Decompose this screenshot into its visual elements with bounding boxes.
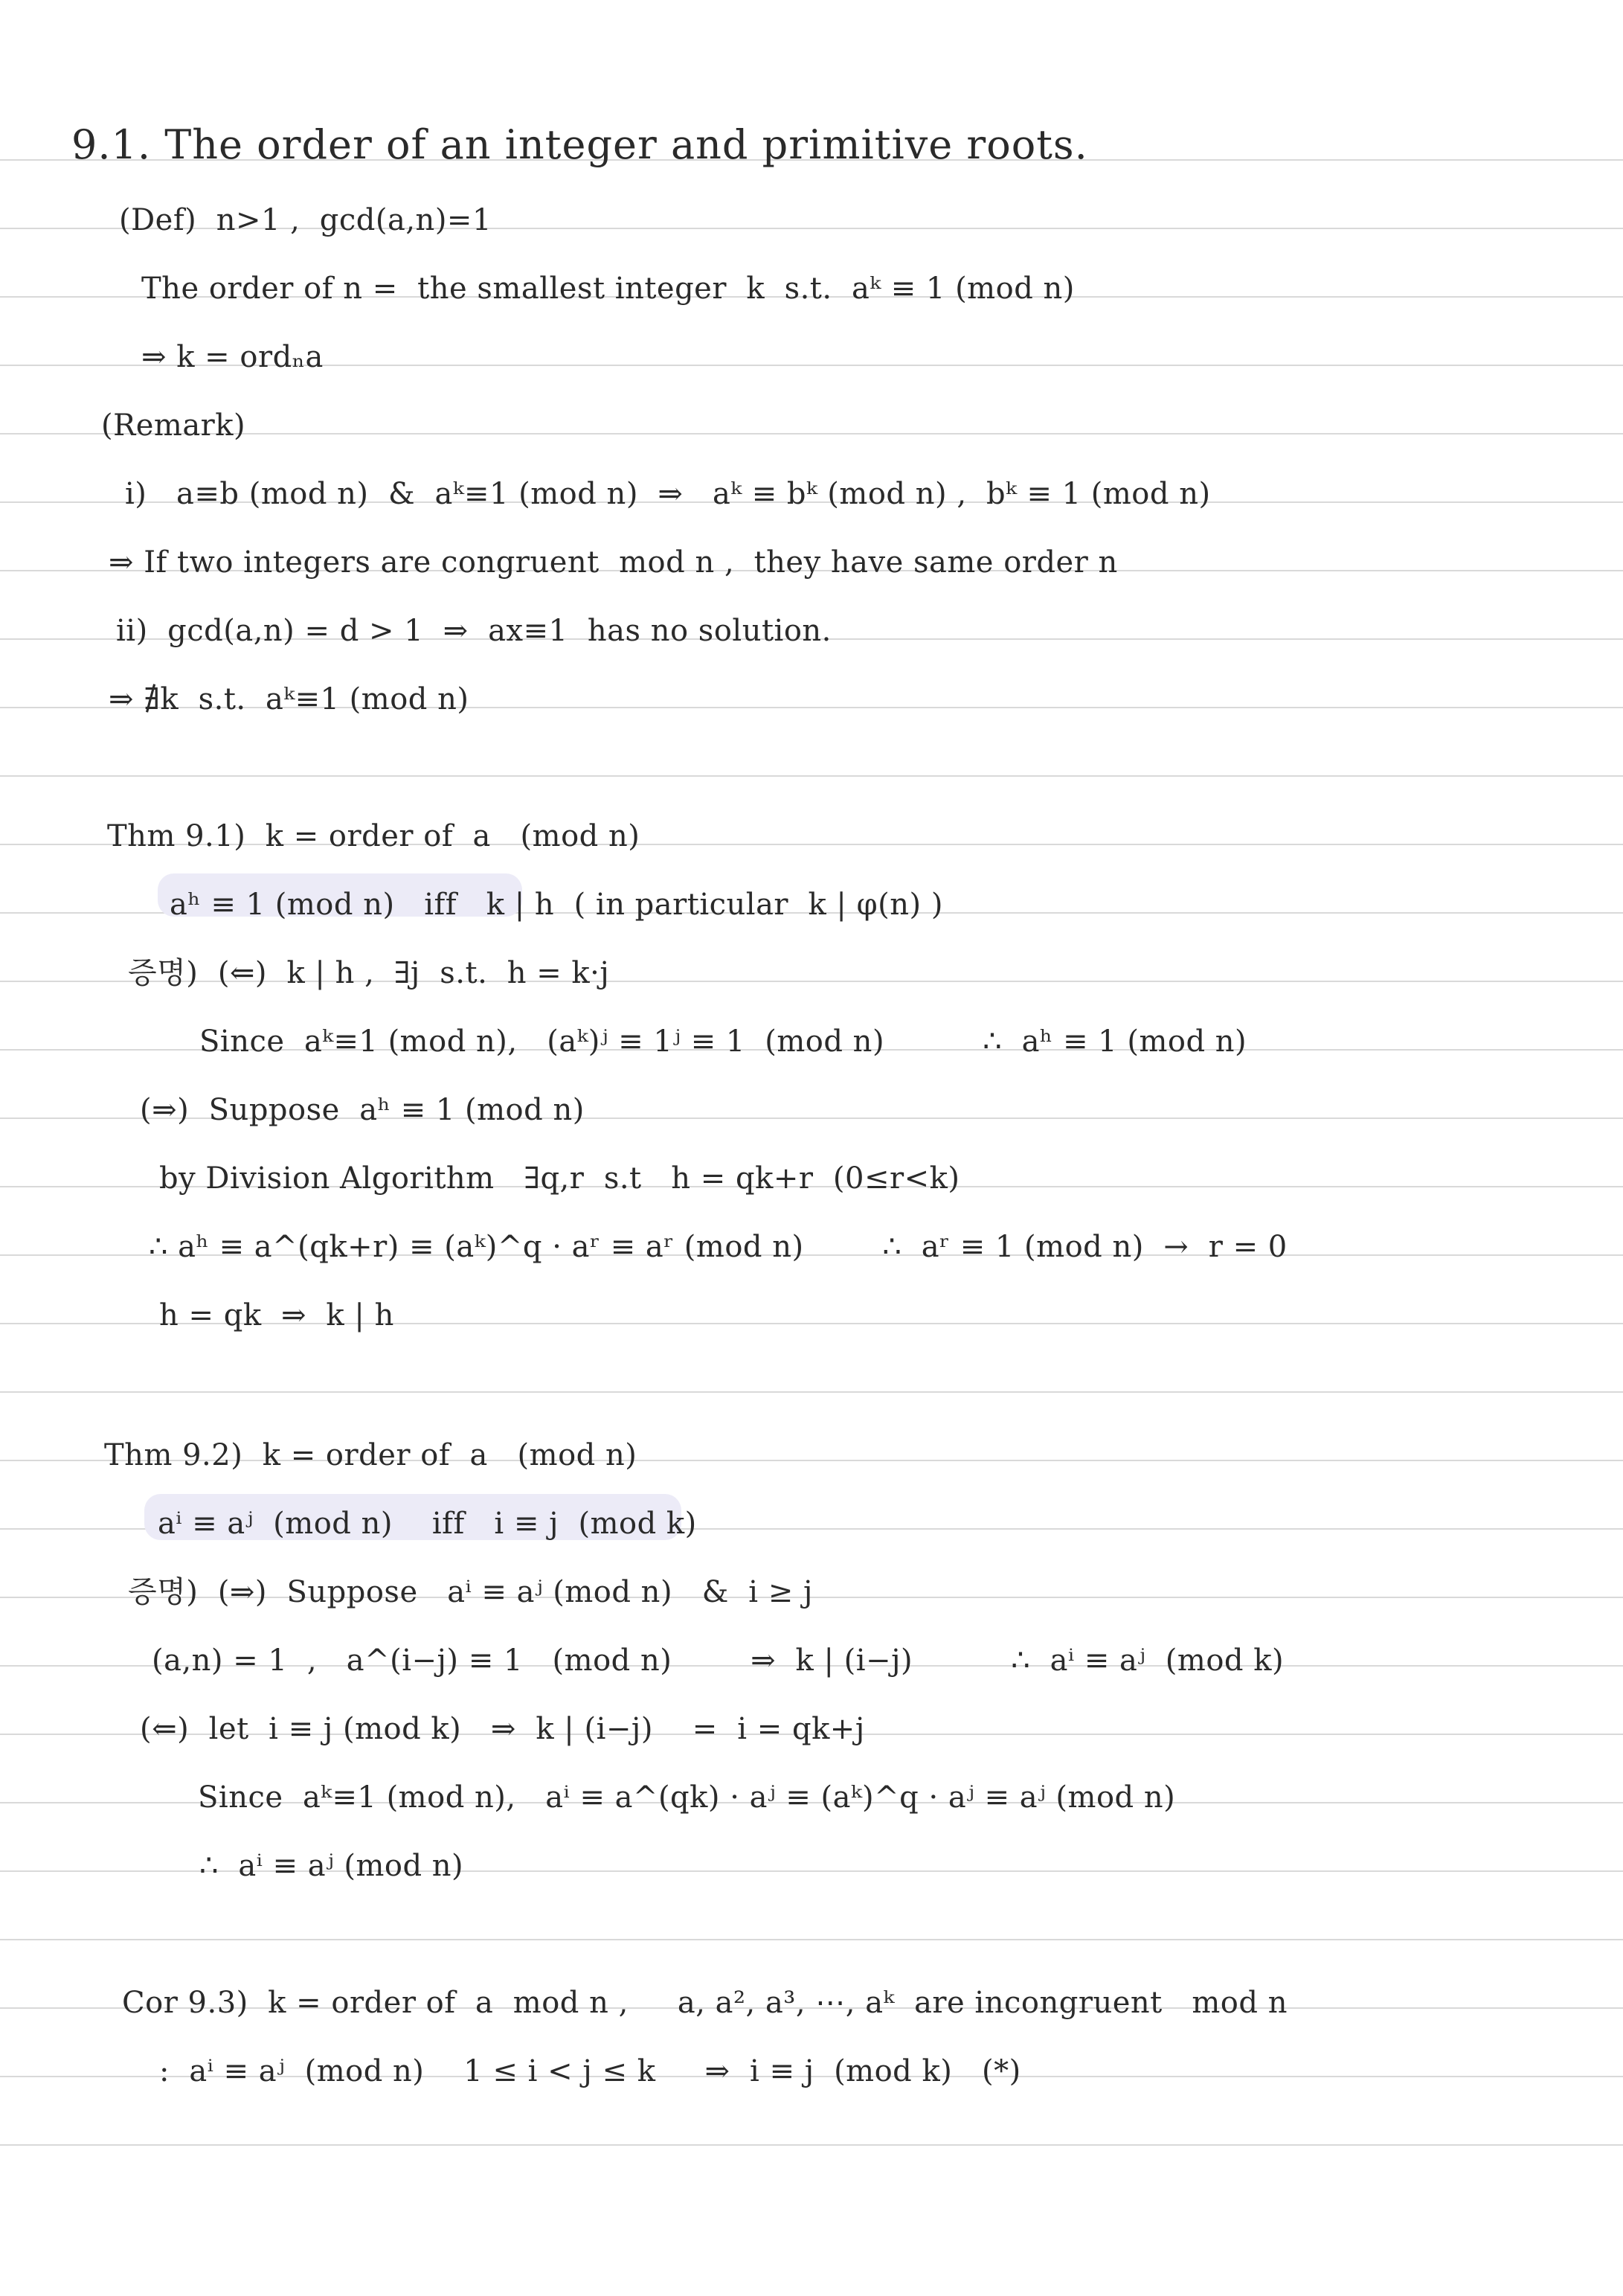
thm92-head: Thm 9.2) k = order of a (mod n) (104, 1438, 637, 1472)
section-title: 9.1. The order of an integer and primitive roots. (71, 121, 1088, 168)
def-line2: ⇒ k = ordₙa (141, 340, 324, 374)
ruled-line (0, 2144, 1623, 2146)
def-head: (Def) n>1 , gcd(a,n)=1 (119, 203, 492, 237)
cor93-head: Cor 9.3) k = order of a mod n , a, a², a³, ⋯, aᵏ are incongruent mod n (122, 1986, 1288, 2020)
ruled-line (0, 1391, 1623, 1393)
thm91-statement: aʰ ≡ 1 (mod n) iff k | h ( in particular k | φ(n) ) (170, 888, 943, 922)
cor93-line1: : aⁱ ≡ aʲ (mod n) 1 ≤ i < j ≤ k ⇒ i ≡ j (mod k) (*) (159, 2054, 1021, 2088)
remark-i: i) a≡b (mod n) & aᵏ≡1 (mod n) ⇒ aᵏ ≡ bᵏ (mod n) , bᵏ ≡ 1 (mod n) (125, 477, 1211, 511)
remark-i-conclusion: ⇒ If two integers are congruent mod n , they have same order n (109, 545, 1118, 580)
thm92-statement: aⁱ ≡ aʲ (mod n) iff i ≡ j (mod k) (158, 1507, 697, 1541)
thm91-proof-line: by Division Algorithm ∃q,r s.t h = qk+r (0≤r<k) (159, 1161, 960, 1196)
thm91-proof-line: 증명) (⇐) k | h , ∃j s.t. h = k·j (128, 956, 610, 990)
thm91-proof-line: (⇒) Suppose aʰ ≡ 1 (mod n) (140, 1093, 585, 1127)
thm92-proof-line: Since aᵏ≡1 (mod n), aⁱ ≡ a^(qk) · aʲ ≡ (aᵏ)^q · aʲ ≡ aʲ (mod n) (198, 1780, 1176, 1815)
remark-head: (Remark) (101, 408, 246, 443)
thm91-proof-line: ∴ aʰ ≡ a^(qk+r) ≡ (aᵏ)^q · aʳ ≡ aʳ (mod n) ∴ aʳ ≡ 1 (mod n) → r = 0 (149, 1230, 1288, 1264)
ruled-line (0, 1939, 1623, 1940)
thm92-proof-line: ∴ aⁱ ≡ aʲ (mod n) (199, 1849, 464, 1883)
remark-ii-conclusion: ⇒ ∄k s.t. aᵏ≡1 (mod n) (109, 682, 469, 716)
ruled-line (0, 775, 1623, 777)
thm91-head: Thm 9.1) k = order of a (mod n) (107, 819, 640, 853)
thm91-proof-line: h = qk ⇒ k | h (159, 1298, 394, 1333)
def-line1: The order of n = the smallest integer k s.t. aᵏ ≡ 1 (mod n) (141, 272, 1075, 306)
thm92-proof-line: (a,n) = 1 , a^(i−j) ≡ 1 (mod n) ⇒ k | (i−j) ∴ aⁱ ≡ aʲ (mod k) (152, 1644, 1285, 1678)
remark-ii: ii) gcd(a,n) = d > 1 ⇒ ax≡1 has no solution. (116, 614, 832, 648)
thm92-proof-line: 증명) (⇒) Suppose aⁱ ≡ aʲ (mod n) & i ≥ j (128, 1575, 813, 1609)
thm91-proof-line: Since aᵏ≡1 (mod n), (aᵏ)ʲ ≡ 1ʲ ≡ 1 (mod n) ∴ aʰ ≡ 1 (mod n) (199, 1024, 1247, 1059)
thm92-proof-line: (⇐) let i ≡ j (mod k) ⇒ k | (i−j) = i = qk+j (140, 1712, 865, 1746)
